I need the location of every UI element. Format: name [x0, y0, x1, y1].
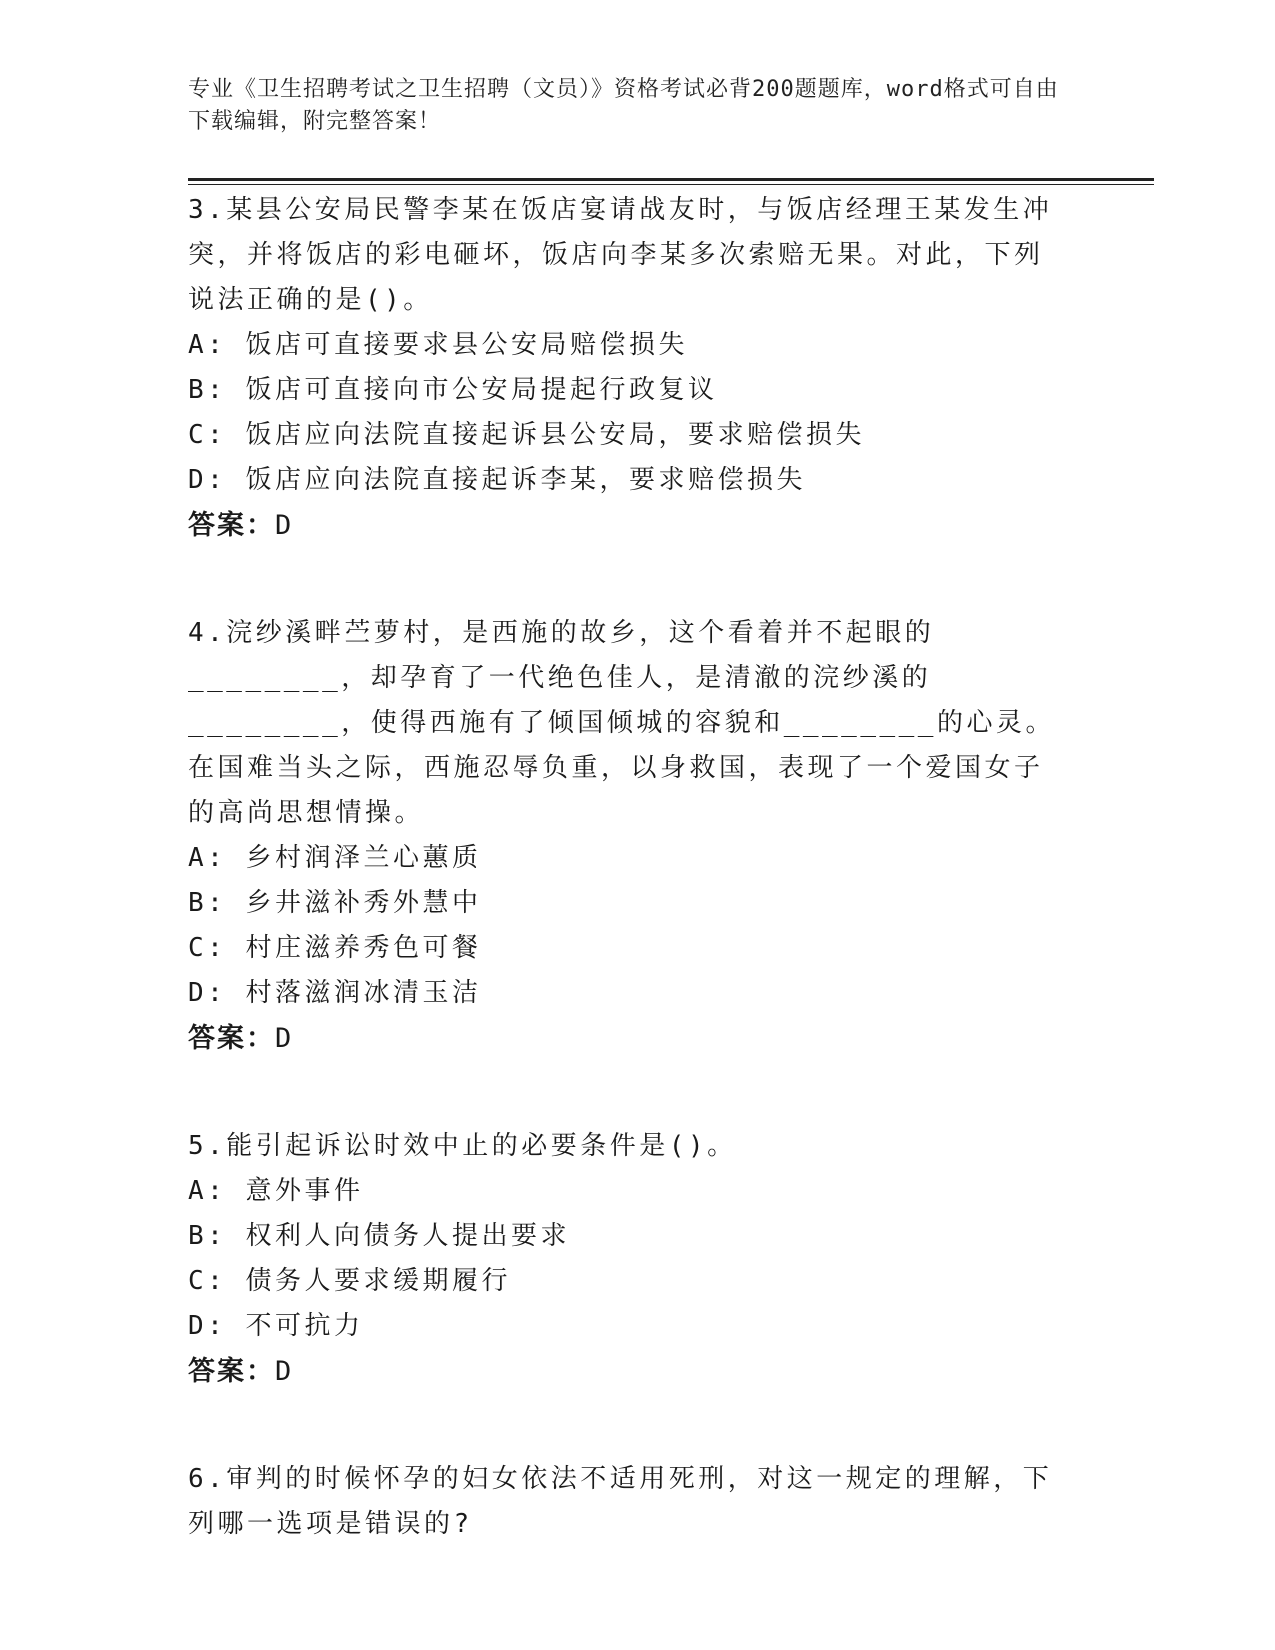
- question-3: [188, 188, 1068, 548]
- document-header: 专业《卫生招聘考试之卫生招聘（文员）》资格考试必背200题题库，word格式可自由下载编辑，附完整答案！: [188, 77, 1059, 134]
- answer-label: 答案：: [188, 510, 275, 541]
- question-4: [188, 611, 1068, 1061]
- option-c: C: 饭店应向法院直接起诉县公安局，要求赔偿损失: [188, 420, 865, 450]
- question-list: [188, 188, 1068, 1547]
- answer-value: D: [275, 1023, 294, 1054]
- header-divider: [188, 178, 1154, 181]
- question-5: [188, 1124, 1068, 1394]
- question-text: 6.审判的时候怀孕的妇女依法不适用死刑，对这一规定的理解，下列哪一选项是错误的?: [188, 1464, 1053, 1539]
- option-b: B: 饭店可直接向市公安局提起行政复议: [188, 375, 718, 405]
- header-divider-thin: [188, 184, 1154, 185]
- option-b: B: 乡井滋补秀外慧中: [188, 888, 482, 918]
- answer-line: [188, 1349, 1068, 1394]
- question-text: 5.能引起诉讼时效中止的必要条件是()。: [188, 1131, 737, 1161]
- answer-value: D: [275, 510, 294, 541]
- option-d: D: 饭店应向法院直接起诉李某，要求赔偿损失: [188, 465, 806, 495]
- answer-line: [188, 1016, 1068, 1061]
- answer-label: 答案：: [188, 1356, 275, 1387]
- question-text: 3.某县公安局民警李某在饭店宴请战友时，与饭店经理王某发生冲突，并将饭店的彩电砸坏，饭店向李某多次索赔无果。对此，下列说法正确的是()。: [188, 195, 1053, 315]
- answer-line: [188, 503, 1068, 548]
- option-a: A: 乡村润泽兰心蕙质: [188, 843, 482, 873]
- question-text: 4.浣纱溪畔苎萝村，是西施的故乡，这个看着并不起眼的________，却孕育了一代绝色佳人，是清澈的浣纱溪的________，使得西施有了倾国倾城的容貌和________的心灵。在国难当头之际，西施忍辱负重，以身救国，表现了一个爱国女子的高尚思想情操。: [188, 618, 1055, 828]
- answer-value: D: [275, 1356, 294, 1387]
- option-a: A: 意外事件: [188, 1176, 364, 1206]
- option-c: C: 债务人要求缓期履行: [188, 1266, 511, 1296]
- option-d: D: 不可抗力: [188, 1311, 364, 1341]
- answer-label: 答案：: [188, 1023, 275, 1054]
- option-c: C: 村庄滋养秀色可餐: [188, 933, 482, 963]
- option-d: D: 村落滋润冰清玉洁: [188, 978, 482, 1008]
- question-6: [188, 1457, 1068, 1547]
- option-b: B: 权利人向债务人提出要求: [188, 1221, 570, 1251]
- option-a: A: 饭店可直接要求县公安局赔偿损失: [188, 330, 688, 360]
